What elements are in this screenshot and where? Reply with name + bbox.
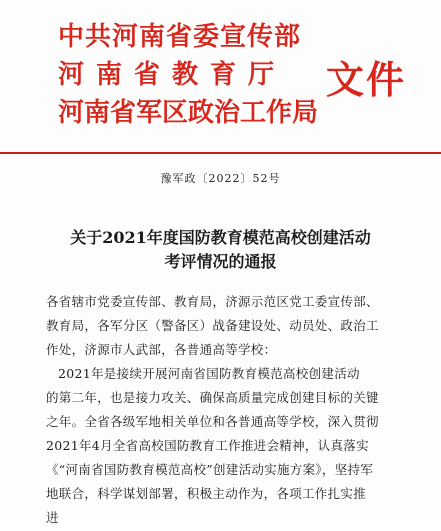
body-text-line: 之年。全省各级军地相关单位和各普通高等学校，深入贯彻 — [46, 414, 379, 429]
body-text-line: 的第二年，也是接力攻关、确保高质量完成创建目标的关键 — [46, 390, 379, 405]
issuer-line-propaganda-dept: 中共河南省委宣传部 — [58, 22, 302, 52]
body-text-line: 教育局，各军分区（警备区）战备建设处、动员处、政治工 — [46, 318, 379, 333]
body-text-line: 2021年4月全省高校国防教育工作推进会精神，认真落实 — [46, 438, 369, 453]
body-text-line: 各省辖市党委宣传部、教育局，济源示范区党工委宣传部、 — [46, 294, 379, 309]
document-title-line-1: 关于2021年度国防教育模范高校创建活动 — [70, 228, 371, 247]
issuer-line-military-district: 河南省军区政治工作局 — [58, 98, 319, 128]
doc-type-label: 文件 — [326, 58, 407, 102]
document-header — [58, 22, 407, 134]
body-text-line: 作处，济源市人武部，各普通高等学校： — [46, 342, 277, 357]
body-text-line: 《“河南省国防教育模范高校”创建活动实施方案》，坚持军 — [46, 462, 374, 477]
red-divider-line — [0, 152, 441, 154]
document-title-line-2: 考评情况的通报 — [164, 252, 277, 271]
body-text-line: 2021年是接续开展河南省国防教育模范高校创建活动 — [58, 366, 360, 381]
body-text-line: 地联合，科学谋划部署，积极主动作为，各项工作扎实推 — [46, 486, 367, 501]
document-number: 豫军政〔2022〕52号 — [160, 172, 281, 185]
body-text-line: 进 — [46, 510, 59, 525]
issuer-line-education-dept: 河南省教育厅 — [58, 60, 287, 90]
